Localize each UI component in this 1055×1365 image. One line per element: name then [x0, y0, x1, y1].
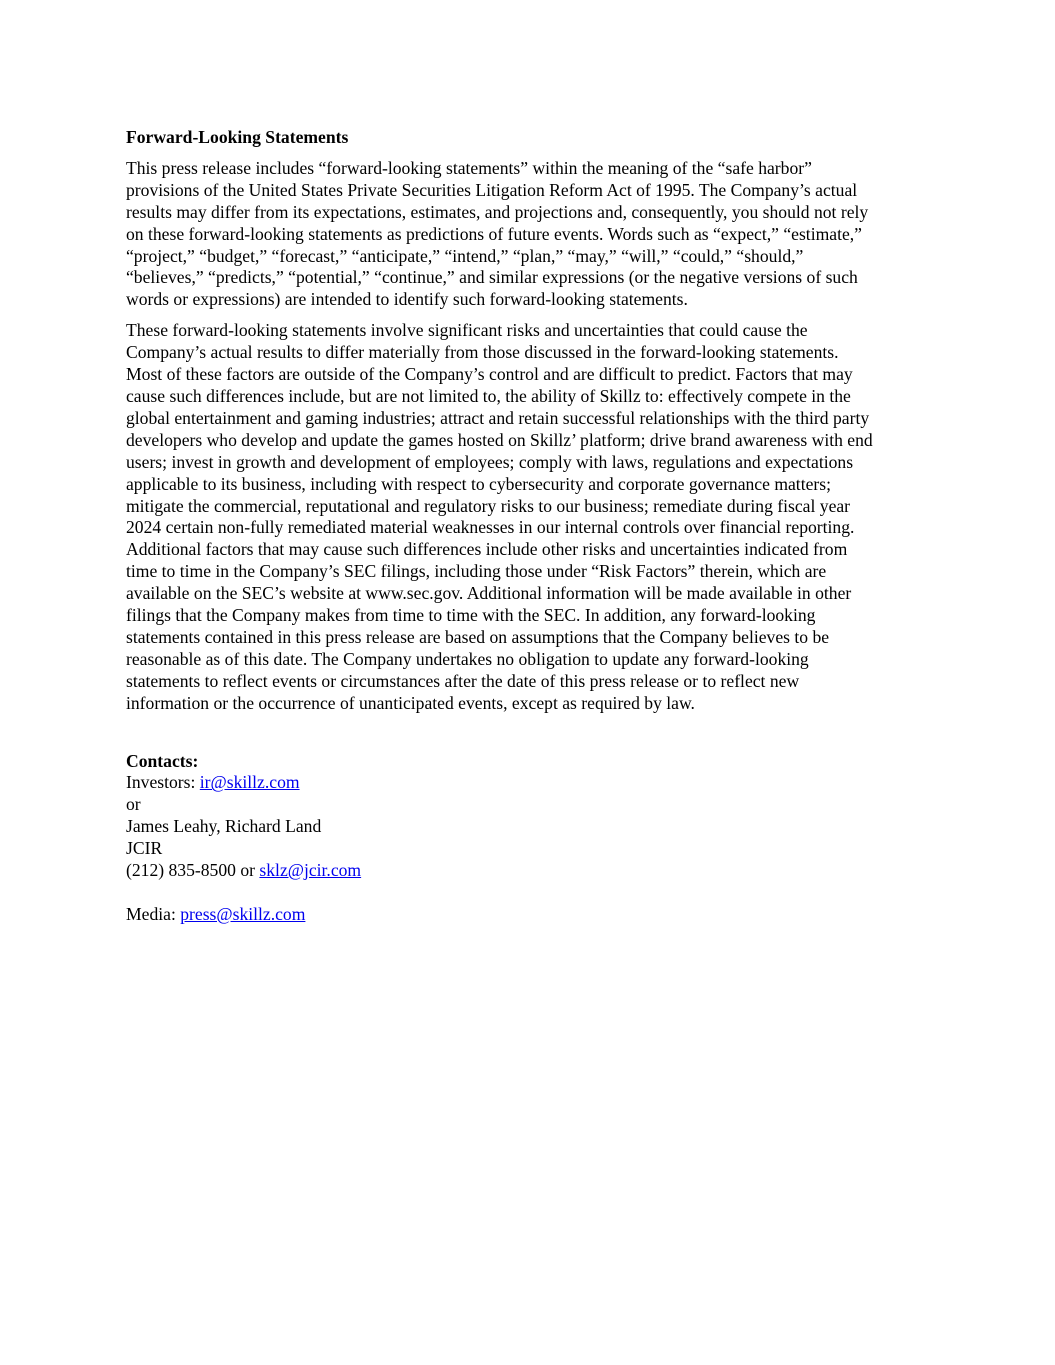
paragraph-line: Most of these factors are outside of the Company’s control and are difficult to predict. Factors that may — [126, 364, 853, 385]
paragraph-line: cause such differences include, but are not limited to, the ability of Skillz to: effectively compete in the — [126, 385, 851, 406]
paragraph-line: time to time in the Company’s SEC filings, including those under “Risk Factors” therein, which are — [126, 561, 827, 582]
paragraph-line: These forward-looking statements involve significant risks and uncertainties that could cause the — [126, 320, 808, 341]
contact-names: James Leahy, Richard Land — [126, 816, 322, 837]
paragraph-line: Additional factors that may cause such differences include other risks and uncertainties indicated from — [126, 539, 848, 560]
firm-email-link[interactable]: sklz@jcir.com — [259, 860, 362, 881]
paragraph-line: on these forward-looking statements as predictions of future events. Words such as “expect,” “estimate,” — [126, 223, 862, 244]
paragraph-line: available on the SEC’s website at www.sec.gov. Additional information will be made available in other — [126, 583, 852, 604]
media-label: Media: — [126, 903, 181, 924]
or-text: or — [126, 794, 141, 815]
paragraph-line: global entertainment and gaming industries; attract and retain successful relationships with the third party — [126, 407, 870, 428]
paragraph-line: mitigate the commercial, reputational and regulatory risks to our business; remediate during fiscal year — [126, 495, 851, 516]
document-page — [126, 127, 941, 926]
investors-contact-line — [126, 772, 941, 794]
paragraph-line: Company’s actual results to differ materially from those discussed in the forward-looking statements. — [126, 342, 839, 363]
paragraph-line: statements contained in this press release are based on assumptions that the Company believes to be — [126, 626, 830, 647]
paragraph-line: This press release includes “forward-looking statements” within the meaning of the “safe harbor” — [126, 157, 812, 178]
paragraph-line: reasonable as of this date. The Company undertakes no obligation to update any forward-looking — [126, 648, 809, 669]
section-heading: Forward-Looking Statements — [126, 127, 349, 147]
spacer — [126, 882, 941, 904]
contact-firm: JCIR — [126, 838, 163, 859]
phone-number: (212) 835-8500 or — [126, 860, 260, 881]
paragraph-line: developers who develop and update the games hosted on Skillz’ platform; drive brand awareness with end — [126, 429, 873, 450]
paragraph-line: applicable to its business, including with respect to cybersecurity and corporate governance matters; — [126, 473, 831, 494]
media-contact-line — [126, 904, 941, 926]
paragraph-line: information or the occurrence of unanticipated events, except as required by law. — [126, 692, 695, 713]
paragraph-forward-looking-intro — [126, 158, 941, 311]
paragraph-line: statements to reflect events or circumstances after the date of this press release or to reflect new — [126, 670, 800, 691]
investors-label: Investors: — [126, 772, 200, 793]
paragraph-line: users; invest in growth and development of employees; comply with laws, regulations and expectations — [126, 451, 854, 472]
paragraph-risk-factors — [126, 320, 941, 714]
media-email-link[interactable]: press@skillz.com — [180, 903, 306, 924]
phone-contact-line — [126, 860, 941, 882]
contacts-title: Contacts: — [126, 750, 199, 771]
contacts-block — [126, 751, 941, 926]
paragraph-line: words or expressions) are intended to identify such forward-looking statements. — [126, 289, 688, 310]
paragraph-line: provisions of the United States Private Securities Litigation Reform Act of 1995. The Company’s actual — [126, 179, 858, 200]
investors-email-link[interactable]: ir@skillz.com — [199, 772, 300, 793]
paragraph-line: 2024 certain non-fully remediated material weaknesses in our internal controls over financial reporting. — [126, 517, 855, 538]
paragraph-line: results may differ from its expectations, estimates, and projections and, consequently, you should not rely — [126, 201, 869, 222]
paragraph-line: “project,” “budget,” “forecast,” “anticipate,” “intend,” “plan,” “may,” “will,” “could,” “should,” — [126, 245, 804, 266]
paragraph-line: filings that the Company makes from time to time with the SEC. In addition, any forward-looking — [126, 605, 816, 626]
paragraph-line: “believes,” “predicts,” “potential,” “continue,” and similar expressions (or the negative versions of such — [126, 267, 858, 288]
